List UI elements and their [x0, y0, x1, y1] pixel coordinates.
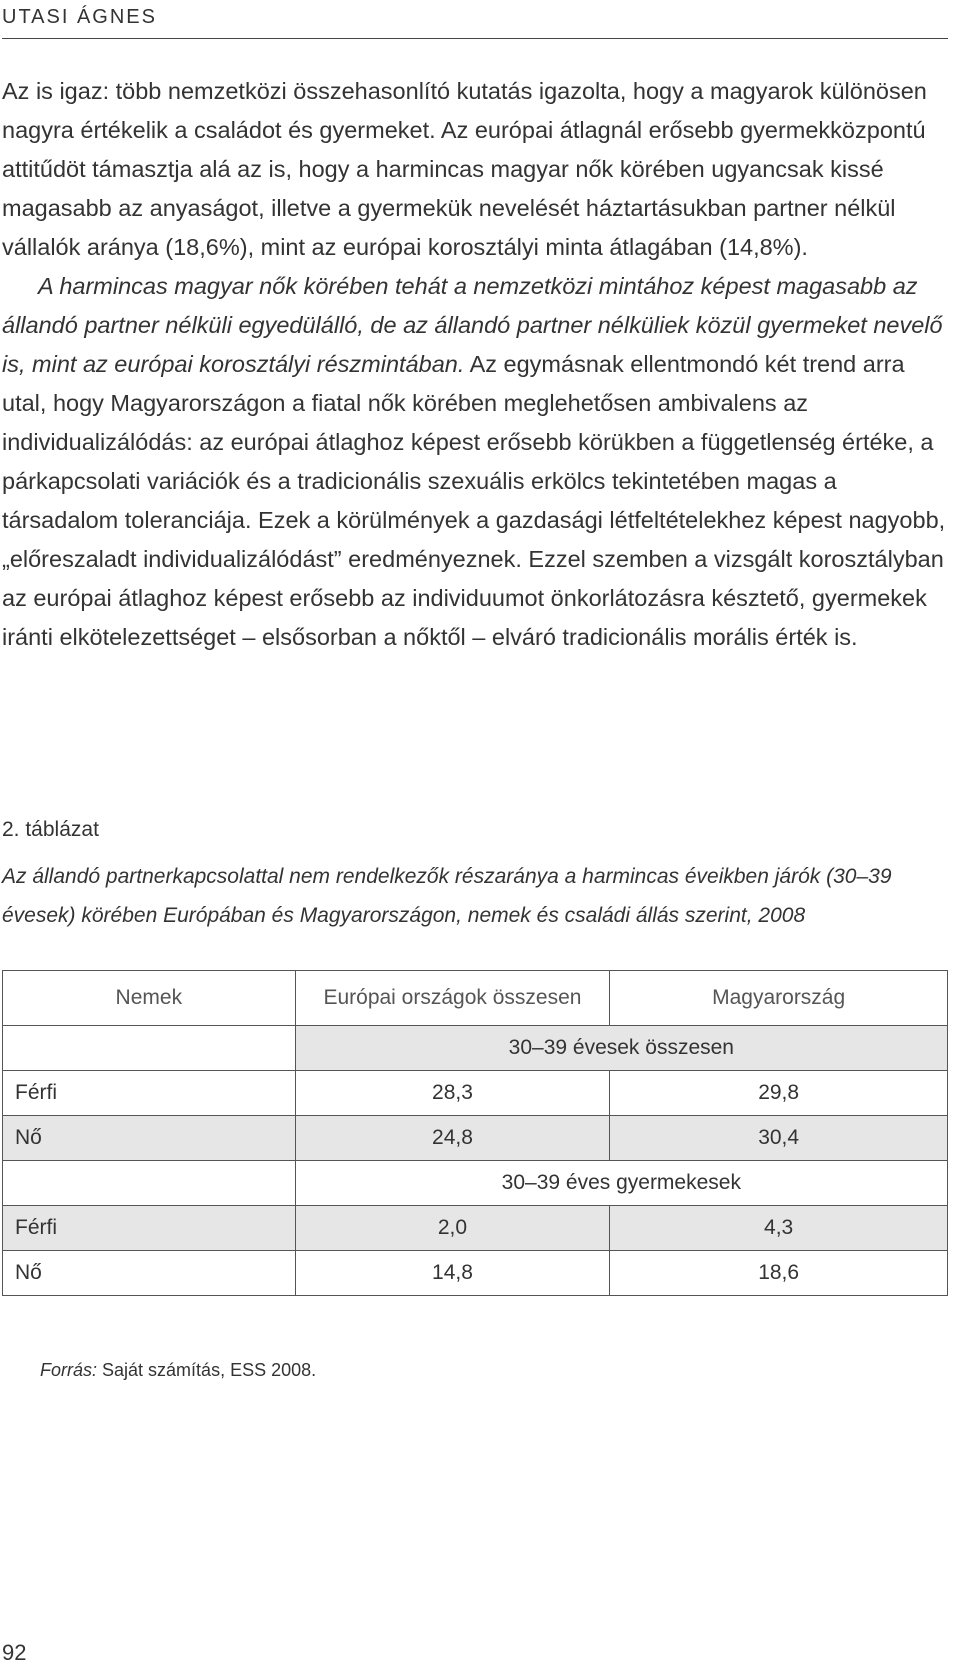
data-table	[2, 970, 948, 1296]
row-sex: Nő	[3, 1251, 296, 1296]
table-header-row	[3, 971, 948, 1026]
paragraph-2-italic: A harmincas magyar nők körében tehát a nemzetközi mintához képest magasabb az állandó partner nélküli egyedülálló, de az állandó partner nélküliek közül gyermeket nevelő is, mint az európai korosztályi részmintában.	[2, 273, 943, 377]
group-label: 30–39 évesek összesen	[295, 1026, 947, 1071]
paragraph-2-rest: Az egymásnak ellentmondó két trend arra utal, hogy Magyarországon a fiatal nők körében meglehetősen ambivalens az individualizálódás: az európai átlaghoz képest erősebb körükben a függetlenség értéke, a párkapcsolati variációk és a tradicionális szexuális erkölcs tekintetében magas a társadalom toleranciája. Ezek a körülmények a gazdasági létfeltételekhez képest nagyobb, „előreszaladt individualizálódást” eredményeznek. Ezzel szemben a vizsgált korosztályban az európai átlaghoz képest erősebb az individuumot önkorlátozásra késztető, gyermekek iránti elkötelezettséget – elsősorban a nőktől – elváró tradicionális morális érték is.	[2, 351, 946, 650]
table-row	[3, 1071, 948, 1116]
table-group-row	[3, 1161, 948, 1206]
source-note	[40, 1360, 316, 1381]
header-rule	[2, 38, 948, 39]
row-hungary-value: 18,6	[610, 1251, 948, 1296]
table-caption: Az állandó partnerkapcsolattal nem rendelkezők részaránya a harmincas éveikben járók (30–39 évesek) körében Európában és Magyarországon, nemek és családi állás szerint, 2008	[2, 865, 892, 927]
paragraph-2	[2, 267, 948, 657]
header-cell-hungary: Magyarország	[610, 971, 948, 1026]
group-empty-cell	[3, 1026, 296, 1071]
row-europe-value: 24,8	[295, 1116, 610, 1161]
page-number: 92	[2, 1640, 27, 1665]
table-row	[3, 1206, 948, 1251]
table-row	[3, 1251, 948, 1296]
table-label: 2. táblázat	[2, 818, 99, 841]
row-sex: Férfi	[3, 1071, 296, 1116]
source-label: Forrás:	[40, 1360, 98, 1380]
row-europe-value: 2,0	[295, 1206, 610, 1251]
paragraph-1: Az is igaz: több nemzetközi összehasonlító kutatás igazolta, hogy a magyarok különösen nagyra értékelik a családot és gyermeket. Az európai átlagnál erősebb gyermekközpontú attitűdöt támasztja alá az is, hogy a harmincas magyar nők körében ugyancsak kissé magasabb az anyaságot, illetve a gyermekük nevelését háztartásukban partner nélkül vállalók aránya (18,6%), mint az európai korosztályi minta átlagában (14,8%).	[2, 78, 927, 260]
body-text	[2, 72, 948, 657]
header-cell-europe: Európai országok összesen	[295, 971, 610, 1026]
row-sex: Férfi	[3, 1206, 296, 1251]
row-sex: Nő	[3, 1116, 296, 1161]
header-cell-sex: Nemek	[3, 971, 296, 1026]
group-empty-cell	[3, 1161, 296, 1206]
source-text: Saját számítás, ESS 2008.	[97, 1360, 317, 1380]
running-head: UTASI ÁGNES	[2, 6, 157, 28]
table-row	[3, 1116, 948, 1161]
row-hungary-value: 30,4	[610, 1116, 948, 1161]
table-group-row	[3, 1026, 948, 1071]
row-europe-value: 14,8	[295, 1251, 610, 1296]
group-label: 30–39 éves gyermekesek	[295, 1161, 947, 1206]
row-hungary-value: 29,8	[610, 1071, 948, 1116]
row-hungary-value: 4,3	[610, 1206, 948, 1251]
row-europe-value: 28,3	[295, 1071, 610, 1116]
